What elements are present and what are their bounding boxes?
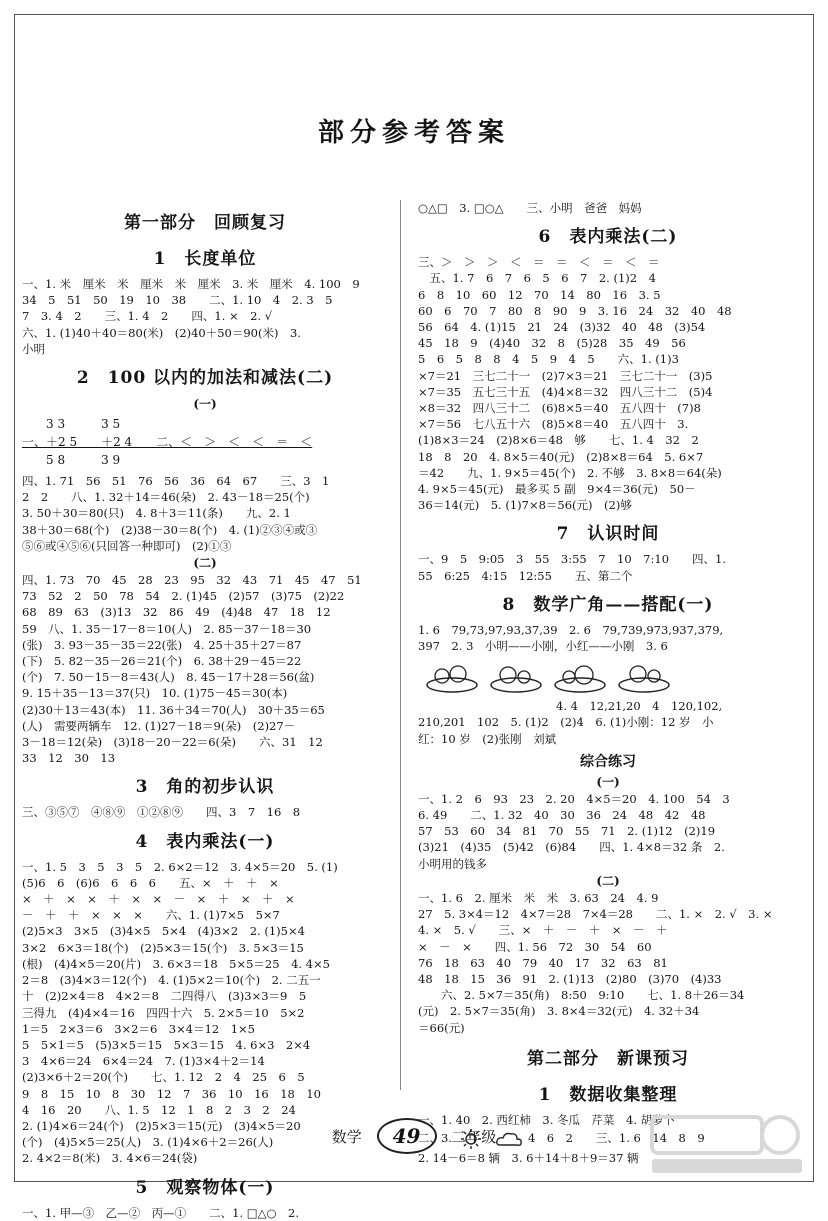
answer-line: 60 6 70 7 80 8 90 9 3. 16 24 32 40 48 [418, 303, 732, 318]
answer-line: 18 8 20 4. 8×5＝40(元) (2)8×8＝64 5. 6×7 [418, 449, 704, 464]
answer-line: 55 6:25 4:15 12:55 五、第二个 [418, 568, 633, 583]
left-column [22, 200, 388, 1221]
answer-line: 45 18 9 (4)40 32 8 (5)28 35 49 56 [418, 336, 686, 351]
answer-line: 2. 14－6＝8 辆 3. 6＋14＋8＋9＝37 辆 [418, 1150, 639, 1165]
answer-line: 五、1. 7 6 7 6 5 6 7 2. (1)2 4 [418, 271, 656, 286]
section-heading: 3 角的初步认识 [135, 777, 275, 798]
answer-line: 57 53 60 34 81 70 55 71 2. (1)12 (2)19 [418, 824, 716, 839]
answer-line: 33 12 30 13 [22, 751, 116, 766]
answer-line: 7 3. 4 2 三、1. 4 2 四、1. × 2. √ [22, 309, 273, 324]
answer-line: 一、1. 米 厘米 米 厘米 米 厘米 3. 米 厘米 4. 100 9 [22, 277, 360, 291]
answer-line: 56 64 4. (1)15 21 24 (3)32 40 48 (3)54 [418, 320, 706, 335]
answer-line: 六、1. (1)40＋40＝80(米) (2)40＋50＝90(米) 3. [22, 325, 301, 340]
answer-prefix: 二、3. [418, 1130, 452, 1145]
answer-line: 一、9 5 9:05 3 55 3:55 7 10 7:10 四、1. [418, 552, 726, 567]
answer-line: 5 5×1＝5 (5)3×5＝15 5×3＝15 4. 6×3 2×4 [22, 1037, 311, 1052]
answer-line: ＝42 九、1. 9×5＝45(个) 2. 不够 3. 8×8＝64(朵) [418, 465, 722, 480]
answer-line: 2. 4×2＝8(米) 3. 4×6＝24(袋) [22, 1151, 198, 1166]
answer-line: ⑤⑥或④⑤⑥(只回答一种即可) (2)①③ [22, 538, 232, 553]
fruit-plate-icon [552, 660, 608, 694]
answer-line: 1＝5 2×3＝6 3×2＝6 3×4＝12 1×5 [22, 1021, 255, 1036]
answer-line: 27 5. 3×4＝12 4×7＝28 7×4＝28 二、1. × 2. √ 3. × [418, 907, 773, 922]
answer-line: ×7＝56 七八五十六 (8)5×8＝40 五八四十 3. [418, 417, 689, 432]
answer-line: × ＋ × × ＋ × × － × ＋ × ＋ × [22, 892, 295, 907]
answer-line: 2＝8 (3)4×3＝12(个) 4. (1)5×2＝10(个) 2. 二五一 [22, 973, 321, 988]
section-heading: 7 认识时间 [556, 524, 660, 545]
answer-line: 76 18 63 40 79 40 17 32 63 81 [418, 955, 668, 970]
answer-line: 36＝14(元) 5. (1)7×8＝56(元) (2)够 [418, 498, 632, 513]
answer-line: 73 52 2 50 78 54 2. (1)45 (2)57 (3)75 (2)22 [22, 589, 345, 604]
answer-line: (2)5×3 3×5 (3)4×5 5×4 (4)3×2 2. (1)5×4 [22, 924, 305, 939]
answer-line: 3 4×6＝24 6×4＝24 7. (1)3×4＋2＝14 [22, 1054, 265, 1069]
fruit-plate-icon [424, 660, 480, 694]
section-heading: 2 100 以内的加法和减法(二) [76, 368, 334, 389]
part-number: (二) [596, 873, 620, 888]
answer-line: 4. 4 12,21,20 4 120,102, [418, 699, 723, 714]
answer-line: 5 6 5 8 8 4 5 9 4 5 六、1. (1)3 [418, 352, 679, 367]
answer-line: 六、2. 5×7＝35(角) 8:50 9:10 七、1. 8＋26＝34 [418, 988, 745, 1003]
answer-line: ○△□ 3. □○△ 三、小明 爸爸 妈妈 [418, 201, 642, 215]
answer-line: 三得九 (4)4×4＝16 四四十六 5. 2×5＝10 5×2 [22, 1005, 305, 1020]
answer-line: 十 (2)2×4＝8 4×2＝8 二四得八 (3)3×3＝9 5 [22, 989, 307, 1004]
answer-line: (下) 5. 82－35－26＝21(个) 6. 38＋29－45＝22 [22, 654, 302, 669]
vertical-calculation-line: 5 8 3 9 [22, 453, 121, 468]
part-number: (二) [193, 556, 217, 571]
answer-line: (2)3×6＋2＝20(个) 七、1. 12 2 4 25 6 5 [22, 1070, 305, 1085]
vertical-calculation-line: 一、＋2 5 ＋2 4 二、＜ ＞ ＜ ＜ ＝ ＜ [22, 435, 313, 450]
answer-line: 38＋30＝68(个) (2)38－30＝8(个) 4. (1)②③④或③ [22, 522, 318, 537]
fruit-plate-icon [616, 660, 672, 694]
answer-line: 一、1. 5 3 5 3 5 2. 6×2＝12 3. 4×5＝20 5. (1) [22, 859, 338, 874]
answer-line: 一、1. 40 2. 西红柿 3. 冬瓜 芹菜 4. 胡萝卜 [418, 1112, 676, 1127]
answer-line: 红：10 岁 (2)张刚 刘斌 [418, 731, 557, 746]
answer-line: (个) (4)5×5＝25(人) 3. (1)4×6＋2＝26(人) [22, 1135, 274, 1150]
answer-line: ×7＝21 三七二十一 (2)7×3＝21 三七二十一 (3)5 [418, 368, 713, 383]
part-heading: 第一部分 回顾复习 [124, 213, 286, 233]
answer-line: ×8＝32 四八三十二 (6)8×5＝40 五八四十 (7)8 [418, 401, 701, 416]
answer-line: 48 18 15 36 91 2. (1)13 (2)80 (3)70 (4)33 [418, 971, 722, 986]
answer-line: 4. 9×5＝45(元) 最多买 5 副 9×4＝36(元) 50－ [418, 482, 696, 497]
answer-line: (1)8×3＝24 (2)8×6＝48 够 七、1. 4 32 2 [418, 433, 699, 448]
page-title: 部分参考答案 [317, 118, 510, 148]
answer-line: 2 2 八、1. 32＋14＝46(朵) 2. 43－18＝25(个) [22, 490, 310, 505]
answer-line: 小明用的钱多 [418, 856, 487, 871]
watermark-logo [640, 1109, 810, 1179]
fruit-pictures [418, 660, 798, 694]
answer-line: 3－18＝12(朵) (3)18－20－22＝6(朵) 六、31 12 [22, 735, 323, 750]
answer-line: (5)6 6 (6)6 6 6 6 五、× ＋ ＋ × [22, 875, 279, 890]
answer-line: 6 8 10 60 12 70 14 80 16 3. 5 [418, 287, 661, 302]
answer-line: 一、1. 2 6 93 23 2. 20 4×5＝20 4. 100 54 3 [418, 791, 730, 806]
answer-line: 1. 6 79,73,97,93,37,39 2. 6 79,739,973,937,379, [418, 622, 724, 637]
part-number: (一) [193, 397, 217, 412]
answer-line: (元) 2. 5×7＝35(角) 3. 8×4＝32(元) 4. 32＋34 [418, 1004, 700, 1019]
answer-line: 59 八、1. 35－17－8＝10(人) 2. 85－37－18＝30 [22, 621, 312, 636]
answer-line: 四、1. 73 70 45 28 23 95 32 43 71 45 47 51 [22, 573, 362, 588]
section-heading: 4 表内乘法(一) [135, 831, 275, 852]
answer-text: 4 6 2 三、1. 6 14 8 9 [527, 1130, 705, 1145]
answer-line: 一、1. 6 2. 厘米 米 米 3. 63 24 4. 9 [418, 890, 659, 905]
answer-line: 三、③⑤⑦ ④⑧⑨ ①②⑧⑨ 四、3 7 16 8 [22, 805, 301, 820]
answer-line: 34 5 51 50 19 10 38 二、1. 10 4 2. 3 5 [22, 293, 333, 308]
page-number: 49 [377, 1118, 437, 1154]
answer-line: (3)21 (4)35 (5)42 (6)84 四、1. 4×8＝32 条 2. [418, 840, 725, 855]
answer-line: (个) 7. 50－15－8＝43(人) 8. 45－17＋28＝56(盆) [22, 670, 315, 685]
section-heading: 5 观察物体(一) [135, 1177, 275, 1198]
footer-grade: 二年级 [451, 1127, 497, 1146]
answer-line: 一、1. 甲—③ 乙—② 丙—① 二、1. □△○ 2. [22, 1205, 299, 1220]
section-heading: 1 数据收集整理 [538, 1084, 678, 1105]
answer-line: 小明 [22, 341, 45, 356]
answer-line: (根) (4)4×5＝20(片) 3. 6×3＝18 5×5＝25 4. 4×5 [22, 956, 330, 971]
answer-line: 4 16 20 八、1. 5 12 1 8 2 3 2 24 [22, 1102, 296, 1117]
section-heading: 8 数学广角——搭配(一) [502, 594, 714, 615]
footer-subject: 数学 [331, 1127, 362, 1146]
answer-line: 68 89 63 (3)13 32 86 49 (4)48 47 18 12 [22, 605, 331, 620]
answer-line: (张) 3. 93－35－35＝22(张) 4. 25＋35＋27＝87 [22, 637, 302, 652]
column-divider [400, 200, 401, 1090]
answer-line: ×7＝35 五七三十五 (4)4×8＝32 四八三十二 (5)4 [418, 384, 713, 399]
answer-line: 9. 15＋35－13＝37(只) 10. (1)75－45＝30(本) [22, 686, 288, 701]
answer-line: 三、＞ ＞ ＞ ＜ ＝ ＝ ＜ ＝ ＜ ＝ [418, 255, 660, 270]
right-column [418, 200, 798, 1166]
answer-line: 2. (1)4×6＝24(个) (2)5×3＝15(元) (3)4×5＝20 [22, 1118, 301, 1133]
answer-line: 4. × 5. √ 三、× ＋ － ＋ × － ＋ [418, 923, 668, 938]
section-heading: 1 长度单位 [153, 249, 257, 269]
answer-line: － ＋ ＋ × × × 六、1. (1)7×5 5×7 [22, 908, 280, 923]
answer-line: 四、1. 71 56 51 76 56 36 64 67 三、3 1 [22, 474, 330, 489]
answer-line: (2)30＋13＝43(本) 11. 36＋34＝70(人) 30＋35＝65 [22, 702, 325, 717]
vertical-calculation-line: 3 3 3 5 [22, 417, 121, 432]
answer-line: (人) 需要两辆车 12. (1)27－18＝9(朵) (2)27－ [22, 718, 296, 733]
part-number: (一) [596, 774, 620, 789]
part-heading: 第二部分 新课预习 [527, 1048, 689, 1069]
fruit-plate-icon [488, 660, 544, 694]
answer-line: 397 2. 3 小明——小刚，小红——小刚 3. 6 [418, 639, 668, 654]
answer-line: 9 8 15 10 8 30 12 7 36 10 16 18 10 [22, 1086, 321, 1101]
subsection-heading: 综合练习 [580, 753, 636, 770]
vertical-calculation [22, 415, 388, 469]
answer-line: × － × 四、1. 56 72 30 54 60 [418, 939, 652, 954]
answer-line: ＝66(元) [418, 1020, 465, 1035]
answer-line: 3×2 6×3＝18(个) (2)5×3＝15(个) 3. 5×3＝15 [22, 940, 304, 955]
answer-line: 210,201 102 5. (1)2 (2)4 6. (1)小刚：12 岁 小 [418, 715, 714, 730]
answer-line: 3. 50＋30＝80(只) 4. 8＋3＝11(条) 九、2. 1 [22, 506, 291, 521]
answer-line: 6. 49 二、1. 32 40 30 36 24 48 42 48 [418, 808, 706, 823]
section-heading: 6 表内乘法(二) [538, 227, 678, 248]
